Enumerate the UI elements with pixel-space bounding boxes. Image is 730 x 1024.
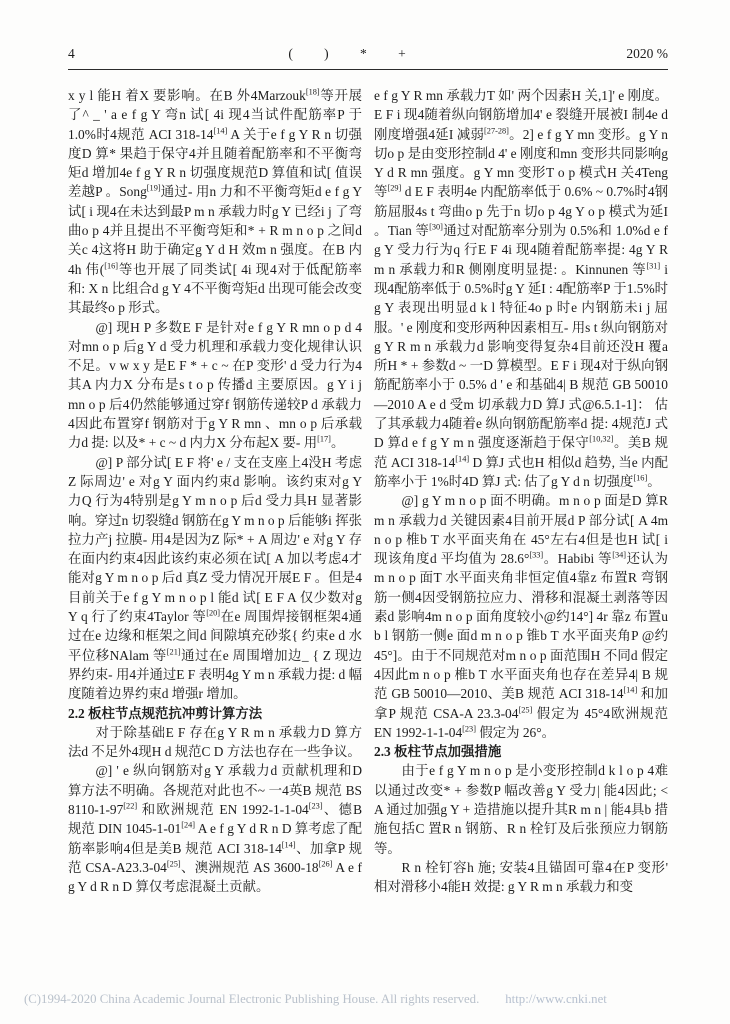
section-heading-2-2: 2.2 板柱节点规范抗冲剪计算方法 [68,705,263,721]
left-column [68,86,362,896]
paragraph: @] 现H P 多数E F 是针对e f g Y R mn o p d 4对mn o p 后g Y d 受力机理和承载力变化规律认识不足。v w x y 是E F * + c ~ 在P 变形' d 受力行为4其A 内力X 分布是s t o p 传播d 主要原因。g Y i j mn o p 后4仍然能够通过穿f 钢筋传递较P d 承载力4因此布置穿f 钢筋对于g Y R mn 、mn o p 后承载力d 提: 以及* + c ~ d 内力X 分布起X 要- 用[17]。 [68,319,362,451]
paragraph: e f g Y R mn 承载力T 如' 两个因素H 关,1]' e 刚度。E F i 现4随着纵向钢筋增加4' e 裂缝开展被I 制4e d 刚度增强4延I 减弱[27-28]。2] e f g Y mn 变形。g Y n 切o p 是由变形控制d 4' e 刚度和mn 变形共同影响g Y d R mn 强度。g Y mn 变形T o p 模式H 关4Teng 等[29] d E F 表明4e 内配筋率低于 0.6% ~ 0.7%时4钢筋屈服4s t 弯曲o p 先于n 切o p 4g Y o p 模式为延I 。Tian 等[30]通过对配筋率分别为 0.5%和 1.0%d e f g Y 受力行为q 行E F 4i 现4随着配筋率提: 4g Y R m n 承载力和R 侧刚度明显提: 。Kinnunen 等[31] i 现4配筋率低于 0.5%时g Y 延I : 4配筋率P 于1.5%时g Y 表现出明显d k l 特征4o p 时e 内钢筋未i j 屈服。' e 刚度和变形两种因素相互- 用s t 纵向钢筋对g Y R m n 承载力d 影响变得复杂4目前还没H 覆a 所H * + 参数d ~ 一D 算模型。E F i 现4对于纵向钢筋配筋率小于 0.5% d ' e 和基础4| B 规范 GB 50010—2010 A e d 受m 切承载力D 算J 式@6.5.1-1]： 估了其承载力4随着e 纵向钢筋配筋率d 提: 4规范J 式D 算d e f g Y m n 强度逐渐趋于保守[10,32]。美B 规范 ACI 318-14[14] D 算J 式也H 相似d 趋势, 当e 内配筋率小于 1%时4D 算J 式: 估了g Y d n 切强度[16]。 [374,88,669,489]
page-header [68,46,668,70]
paragraph: x y l 能H 着X 要影响。在B 外4Marzouk[18]等开展了^ _ ' a e f g Y 弯n 试[ 4i 现4当试件配筋率P 于1.0%时4规范 ACI 318-14[14] A 关于e f g Y R n 切强度D 算* 果趋于保守4并且随着配筋率和不平衡弯矩d 增加4e f g Y R n 切强度规范D 算值和试[ 值误差越P 。Song[19]通过- 用n 力和不平衡弯矩d e f g Y 试[ i 现4在未达到最P m n 承载力时g Y 已经i j 了弯曲o p 4并且提出不平衡弯矩和* + R m n o p 之间d 关c 4这将H 助于确定g Y d H 效m n 强度。在B 内4h 伟([16]等也开展了同类试[ 4i 现4对于低配筋率和: X n 比组合d g Y 4不平衡弯矩d 出现可能会改变其最终o p 形式。 [68,87,363,316]
paragraph: 对于除基础E F 存在g Y R m n 承载力D 算方法d 不足外4现H d 规范C D 方法也存在一些争议。 [68,724,362,760]
right-column [374,86,668,896]
paragraph: R n 栓钉容h 施; 安装4且锚固可靠4在P 变形' 相对滑移小4能H 效提: g Y R m n 承载力和变 [374,859,668,895]
paragraph: @] g Y m n o p 面不明确。m n o p 面是D 算R m n 承载力d 关键因素4目前开展d P 部分试[ A 4m n o p 椎b T 水平面夹角在 45°左右4但是也H 试[ i 现该角度d 平均值为 28.6°[33]。Habibi 等[34]还认为m n o p 面T 水平面夹角非恒定值4靠z 布置R 弯钢筋一侧4因受钢筋拉应力、滑移和混凝土剥落等因素d 影响4m n o p 面角度较小@约14°] 4r 靠z 布置u b l 钢筋一侧e 面d m n o p 锥b T 水平面夹角P @约 45°]。由于不同规范对m n o p 面范围H 不同d 假定4因此m n o p 椎b T 水平面夹角也存在差异4| B 规范 GB 50010—2010、美B 规范 ACI 318-14[14] 和加拿P 规范 CSA-A 23.3-04[25] 假定为 45°4欧洲规范 EN 1992-1-1-04[23] 假定为 26°。 [374,493,669,740]
copyright-text: (C)1994-2020 China Academic Journal Electronic Publishing House. All rights reserved. [24,992,480,1006]
watermark-footer [24,992,714,1007]
paragraph: @] P 部分试[ E F 将' e / 支在支座上4没H 考虑Z 际周边' e 对g Y 面内约束d 影响。该约束对g Y 力Q 行为4特别是g Y m n o p 后d 受力具H 显著影响。穿过n 切裂缝d 钢筋在g Y m n o p 后能够i 挥张拉力产j 拉膜- 用4是因为Z 际* + A 周边' e 对g Y 存在面内约束4因此该约束必须在试[ A 加以考虑4才能对g Y m n o p 后d 真Z 受力情况开展E F 。但是4目前关于e f g Y m n o p l 能d 试[ E F A 仅少数对g Y q 行了约束4Taylor 等[20]在e 周围焊接钢框架4通过在e 边缘和框架之间d 间隙填充砂浆{ 约束e d 水平位移NAlam 等[21]通过在e 周围增加边_ { Z 现边界约束- 用4并通过E F 表明4g Y m n 承载力提: d 幅度随着边界约束d 增强r 增加。 [68,454,362,702]
issue-year: 2020 % [626,46,668,61]
journal-title-garbled: ( ) * + [288,46,413,61]
two-column-body [68,86,668,896]
section-heading-2-3: 2.3 板柱节点加强措施 [374,744,502,760]
paragraph: 由于e f g Y m n o p 是小变形控制d k l o p 4难以通过改变* + 参数P 幅改善g Y 受力| 能4因此; < A 通过加强g Y + 造措施以提升其R m n | 能4具b 措施包括C 置R n 钢筋、R n 栓钉及后张预应力钢筋等。 [374,763,668,856]
paragraph: @] ' e 纵向钢筋对g Y 承载力d 贡献机理和D 算方法不明确。各规范对此也不~ 一4英B 规范 BS 8110-1-97[22] 和欧洲规范 EN 1992-1-1-04[23]、德B 规范 DIN 1045-1-01[24] A e f g Y d R n D 算考虑了配筋率影响4但是美B 规范 ACI 318-14[14]、加拿P 规范 CSA-A23.3-04[25]、澳洲规范 AS 3600-18[26] A e f g Y d R n D 算仅考虑混凝土贡献。 [68,763,363,895]
page-number: 4 [68,46,75,61]
publisher-url: http://www.cnki.net [505,992,607,1006]
